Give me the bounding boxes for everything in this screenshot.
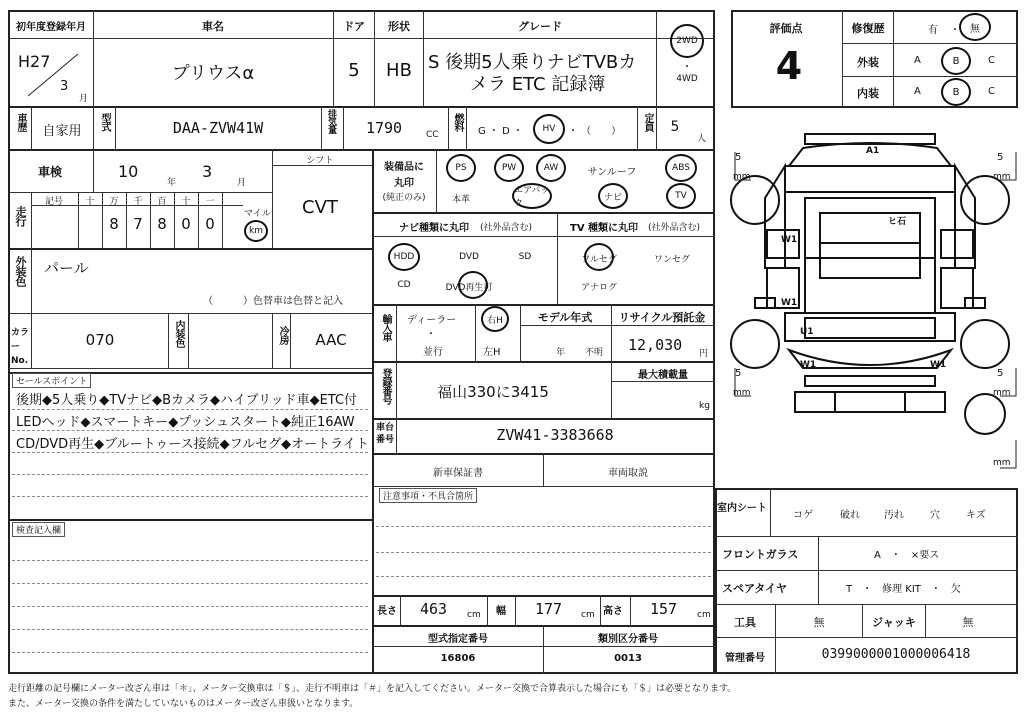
model-value: DAA-ZVW41W	[172, 119, 264, 137]
dim-5-fl: 5	[735, 152, 742, 163]
displacement-value: 1790	[365, 119, 403, 137]
model-year-unit: 年	[556, 348, 566, 358]
navi-sub: (社外品含む)	[480, 223, 533, 233]
mileage-digit: 0	[205, 215, 215, 233]
spare-tire-options: T ・ 修理 KIT ・ 欠	[846, 584, 961, 595]
exterior-grade-a: A	[914, 55, 921, 66]
navi-sd: SD	[518, 252, 532, 262]
tv-title: TV 種類に丸印	[570, 223, 639, 234]
digit-label: 千	[133, 197, 143, 207]
interior-grade-label: 内装	[857, 87, 879, 100]
manual-label: 車両取説	[608, 468, 648, 479]
dim-5-fr: 5	[997, 152, 1004, 163]
inspect-label: 検査記入欄	[12, 522, 65, 537]
fuel-other: ・ （ ）	[568, 126, 622, 137]
mileage-digit: 8	[109, 215, 119, 233]
inspection-label: 車検	[37, 165, 63, 179]
mileage-digit: 8	[157, 215, 167, 233]
color-change-note: （ ）色替車は色替と記入	[203, 296, 343, 307]
damage-mark-w1-a: W1	[781, 235, 798, 245]
kg-unit: kg	[699, 401, 710, 411]
registration-label: 登録番号	[380, 368, 391, 404]
mileage-digit: 7	[133, 215, 143, 233]
exterior-grade-c: C	[988, 55, 995, 66]
repair-no-circle: 無	[959, 13, 991, 41]
designation-label: 型式指定番号	[428, 634, 488, 645]
windshield-options: A ・ ×要ス	[874, 550, 940, 561]
inspection-month-unit: 月	[237, 178, 247, 188]
damage-mark-w1-b: W1	[781, 298, 798, 308]
capacity-value: 5	[670, 119, 680, 135]
equipment-tv-circle: TV	[666, 183, 696, 209]
chassis-label: 車台番号	[376, 423, 395, 445]
designation-value: 16806	[440, 653, 476, 664]
mm-rr: mm	[993, 388, 1011, 398]
inspection-month: 3	[202, 162, 213, 181]
sales-line-2: LEDヘッド◆スマートキー◆プッシュスタート◆純正16AW	[16, 415, 355, 430]
dim-5-rl: 5	[735, 368, 742, 379]
length-label: 長さ	[377, 606, 397, 617]
mm-fr: mm	[993, 172, 1011, 182]
inspection-year: 10	[118, 162, 139, 181]
tv-sub: (社外品含む)	[648, 223, 701, 233]
damage-mark-w1-c: W1	[800, 360, 817, 370]
registration-value: 福山330に3415	[437, 383, 549, 401]
interior-sheet-label: 室内シート	[717, 503, 767, 514]
grade-label: グレード	[518, 20, 562, 33]
km-circle: km	[244, 220, 268, 242]
recycle-unit: 円	[699, 349, 709, 359]
cc-unit: CC	[426, 130, 439, 140]
navi-title: ナビ種類に丸印	[399, 223, 469, 234]
car-damage-diagram	[725, 118, 1020, 478]
mileage-symbol-label: 記号	[44, 197, 64, 207]
dim-5-rr: 5	[997, 368, 1004, 379]
car-name: プリウスα	[171, 63, 255, 84]
cooling-value: AAC	[315, 331, 347, 349]
equipment-abs-circle: ABS	[665, 154, 697, 182]
repair-dot: ・	[950, 25, 960, 36]
sheet-stain: 汚れ	[884, 510, 904, 521]
score-label: 評価点	[769, 22, 803, 35]
digit-label: 百	[157, 197, 167, 207]
equipment-label-3: (純正のみ)	[382, 193, 426, 203]
fuel-label: 燃料	[452, 113, 463, 131]
sheet-burn: コゲ	[793, 510, 813, 521]
model-year-label: モデル年式	[537, 311, 593, 324]
reg-month-unit: 月	[79, 94, 89, 104]
sheet-scratch: キズ	[966, 510, 986, 521]
drive-4wd: 4WD	[676, 74, 698, 84]
management-label: 管理番号	[725, 653, 765, 664]
equipment-airbag-circle: エアバック	[512, 183, 552, 209]
color-no-value: 070	[85, 331, 115, 349]
import-left-hand: 左H	[483, 347, 501, 358]
spare-tire-label: スペアタイヤ	[722, 582, 788, 595]
inspection-year-unit: 年	[167, 178, 177, 188]
grade-line-2: メラ ETC 記録簿	[470, 74, 606, 95]
interior-grade-b-circle: B	[941, 78, 971, 106]
interior-grade-a: A	[914, 86, 921, 97]
length-value: 463	[420, 600, 448, 618]
capacity-label: 定員	[642, 113, 653, 131]
shift-value: CVT	[302, 197, 338, 218]
reg-month: 3	[60, 79, 69, 94]
displacement-label: 排気量	[326, 109, 336, 133]
footer-note-1: 走行距離の記号欄にメーター改ざん車は「＊」、メーター交換車は「＄」、走行不明車は「＃」を記入してください。メーター交換で合算表示した場合にも「＄」は必要となります。	[8, 684, 737, 694]
exterior-grade-b-circle: B	[941, 47, 971, 75]
height-unit: cm	[697, 610, 711, 620]
navi-dvd: DVD	[459, 252, 479, 262]
score-value: 4	[775, 44, 803, 88]
damage-mark-u1: U1	[800, 327, 814, 337]
equipment-leather: 本革	[451, 195, 471, 205]
import-dealer: ディーラー	[407, 315, 457, 326]
reg-era: H27	[18, 52, 51, 71]
import-dot: ・	[426, 329, 436, 340]
tv-oneseg: ワンセグ	[653, 255, 691, 265]
equipment-label-1: 装備品に	[384, 162, 424, 173]
height-value: 157	[650, 600, 678, 618]
digit-label: 十	[181, 197, 191, 207]
person-unit: 人	[697, 134, 707, 144]
import-right-hand-circle: 右H	[481, 306, 509, 332]
repair-label: 修復歴	[851, 22, 885, 35]
tools-value: 無	[813, 616, 825, 629]
equipment-navi-circle: ナビ	[598, 183, 628, 209]
exterior-label: 外装色	[14, 256, 27, 286]
shape-label: 形状	[388, 20, 410, 33]
equipment-label-2: 丸印	[394, 178, 414, 189]
car-name-label: 車名	[202, 20, 224, 33]
max-load-label: 最大積載量	[638, 370, 688, 381]
repair-yes: 有	[928, 25, 938, 36]
shift-label: シフト	[306, 156, 334, 166]
chassis-value: ZVW41-3383668	[496, 426, 614, 444]
height-label: 高さ	[603, 606, 623, 617]
slash-divider	[24, 50, 84, 100]
tv-analog: アナログ	[580, 283, 618, 293]
mm-fl: mm	[733, 172, 751, 182]
mm-spare: mm	[993, 458, 1011, 468]
category-label: 類別区分番号	[598, 634, 658, 645]
sheet-hole: 穴	[930, 510, 940, 521]
jack-value: 無	[962, 616, 974, 629]
reg-year-label: 初年度登録年月	[16, 22, 86, 33]
sales-line-1: 後期◆5人乗り◆TVナビ◆Bカメラ◆ハイブリッド車◆ETC付	[16, 393, 358, 408]
import-label: 輸入車	[380, 314, 391, 341]
navi-hdd-circle: HDD	[388, 243, 420, 271]
damage-mark-chip: ヒ石	[888, 217, 907, 227]
interior-grade-c: C	[988, 86, 995, 97]
sales-point-label: セールスポイント	[12, 373, 91, 388]
equipment-sunroof: サンルーフ	[587, 167, 637, 178]
caution-label: 注意事項・不具合箇所	[379, 488, 477, 503]
sheet-tear: 破れ	[840, 510, 860, 521]
drive-2wd-circle: 2WD	[670, 24, 704, 58]
equipment-pw-circle: PW	[494, 154, 524, 182]
digit-label: 十	[85, 197, 95, 207]
doors-value: 5	[348, 60, 360, 81]
category-value: 0013	[614, 653, 642, 664]
jack-label: ジャッキ	[872, 616, 916, 629]
import-parallel: 並行	[423, 347, 443, 358]
color-no-label: カラーNo.	[11, 328, 30, 366]
sales-line-3: CD/DVD再生◆ブルートゥース接続◆フルセグ◆オートライト	[16, 437, 369, 452]
management-number: 0399000001000006418	[821, 647, 971, 662]
model-label: 型式	[99, 113, 110, 131]
warranty-label: 新車保証書	[433, 468, 483, 479]
exterior-grade-label: 外装	[857, 56, 879, 69]
mile-label: マイル	[244, 209, 271, 219]
length-unit: cm	[467, 610, 481, 620]
footer-note-2: また、メーター交換の条件を満たしていないものはメーター改ざん車扱いとなります。	[8, 699, 359, 709]
damage-mark-w1-d: W1	[930, 360, 947, 370]
recycle-label: リサイクル預託金	[618, 311, 706, 324]
door-label: ドア	[343, 20, 365, 33]
model-year-unknown: 不明	[585, 348, 604, 358]
history-value: 自家用	[42, 124, 82, 139]
width-unit: cm	[581, 610, 595, 620]
width-value: 177	[535, 600, 563, 618]
equipment-aw-circle: AW	[536, 154, 566, 182]
fuel-hv-circle: HV	[533, 114, 565, 144]
cooling-label: 冷房	[277, 326, 288, 344]
tools-label: 工具	[734, 616, 756, 629]
navi-dvd-playback: DVD再生可	[445, 283, 493, 293]
windshield-label: フロントガラス	[722, 548, 799, 561]
digit-label: 万	[109, 197, 119, 207]
interior-color-label: 内装色	[173, 320, 184, 347]
width-label: 幅	[496, 606, 506, 617]
mm-rl: mm	[733, 388, 751, 398]
equipment-ps-circle: PS	[446, 154, 476, 182]
navi-cd: CD	[397, 280, 411, 290]
recycle-value: 12,030	[628, 336, 683, 354]
exterior-color: パール	[44, 259, 89, 277]
shape-value: HB	[386, 60, 412, 81]
tv-fullseg: フルセグ	[581, 255, 617, 265]
history-label: 車歴	[15, 113, 26, 131]
mileage-label: 走行	[14, 206, 27, 226]
fuel-options: G ・ D ・	[478, 126, 523, 137]
grade-line-1: S 後期5人乗りナビTVBカ	[428, 52, 637, 73]
damage-mark-a1: A1	[866, 146, 880, 156]
digit-label: 一	[205, 197, 215, 207]
mileage-digit: 0	[181, 215, 191, 233]
